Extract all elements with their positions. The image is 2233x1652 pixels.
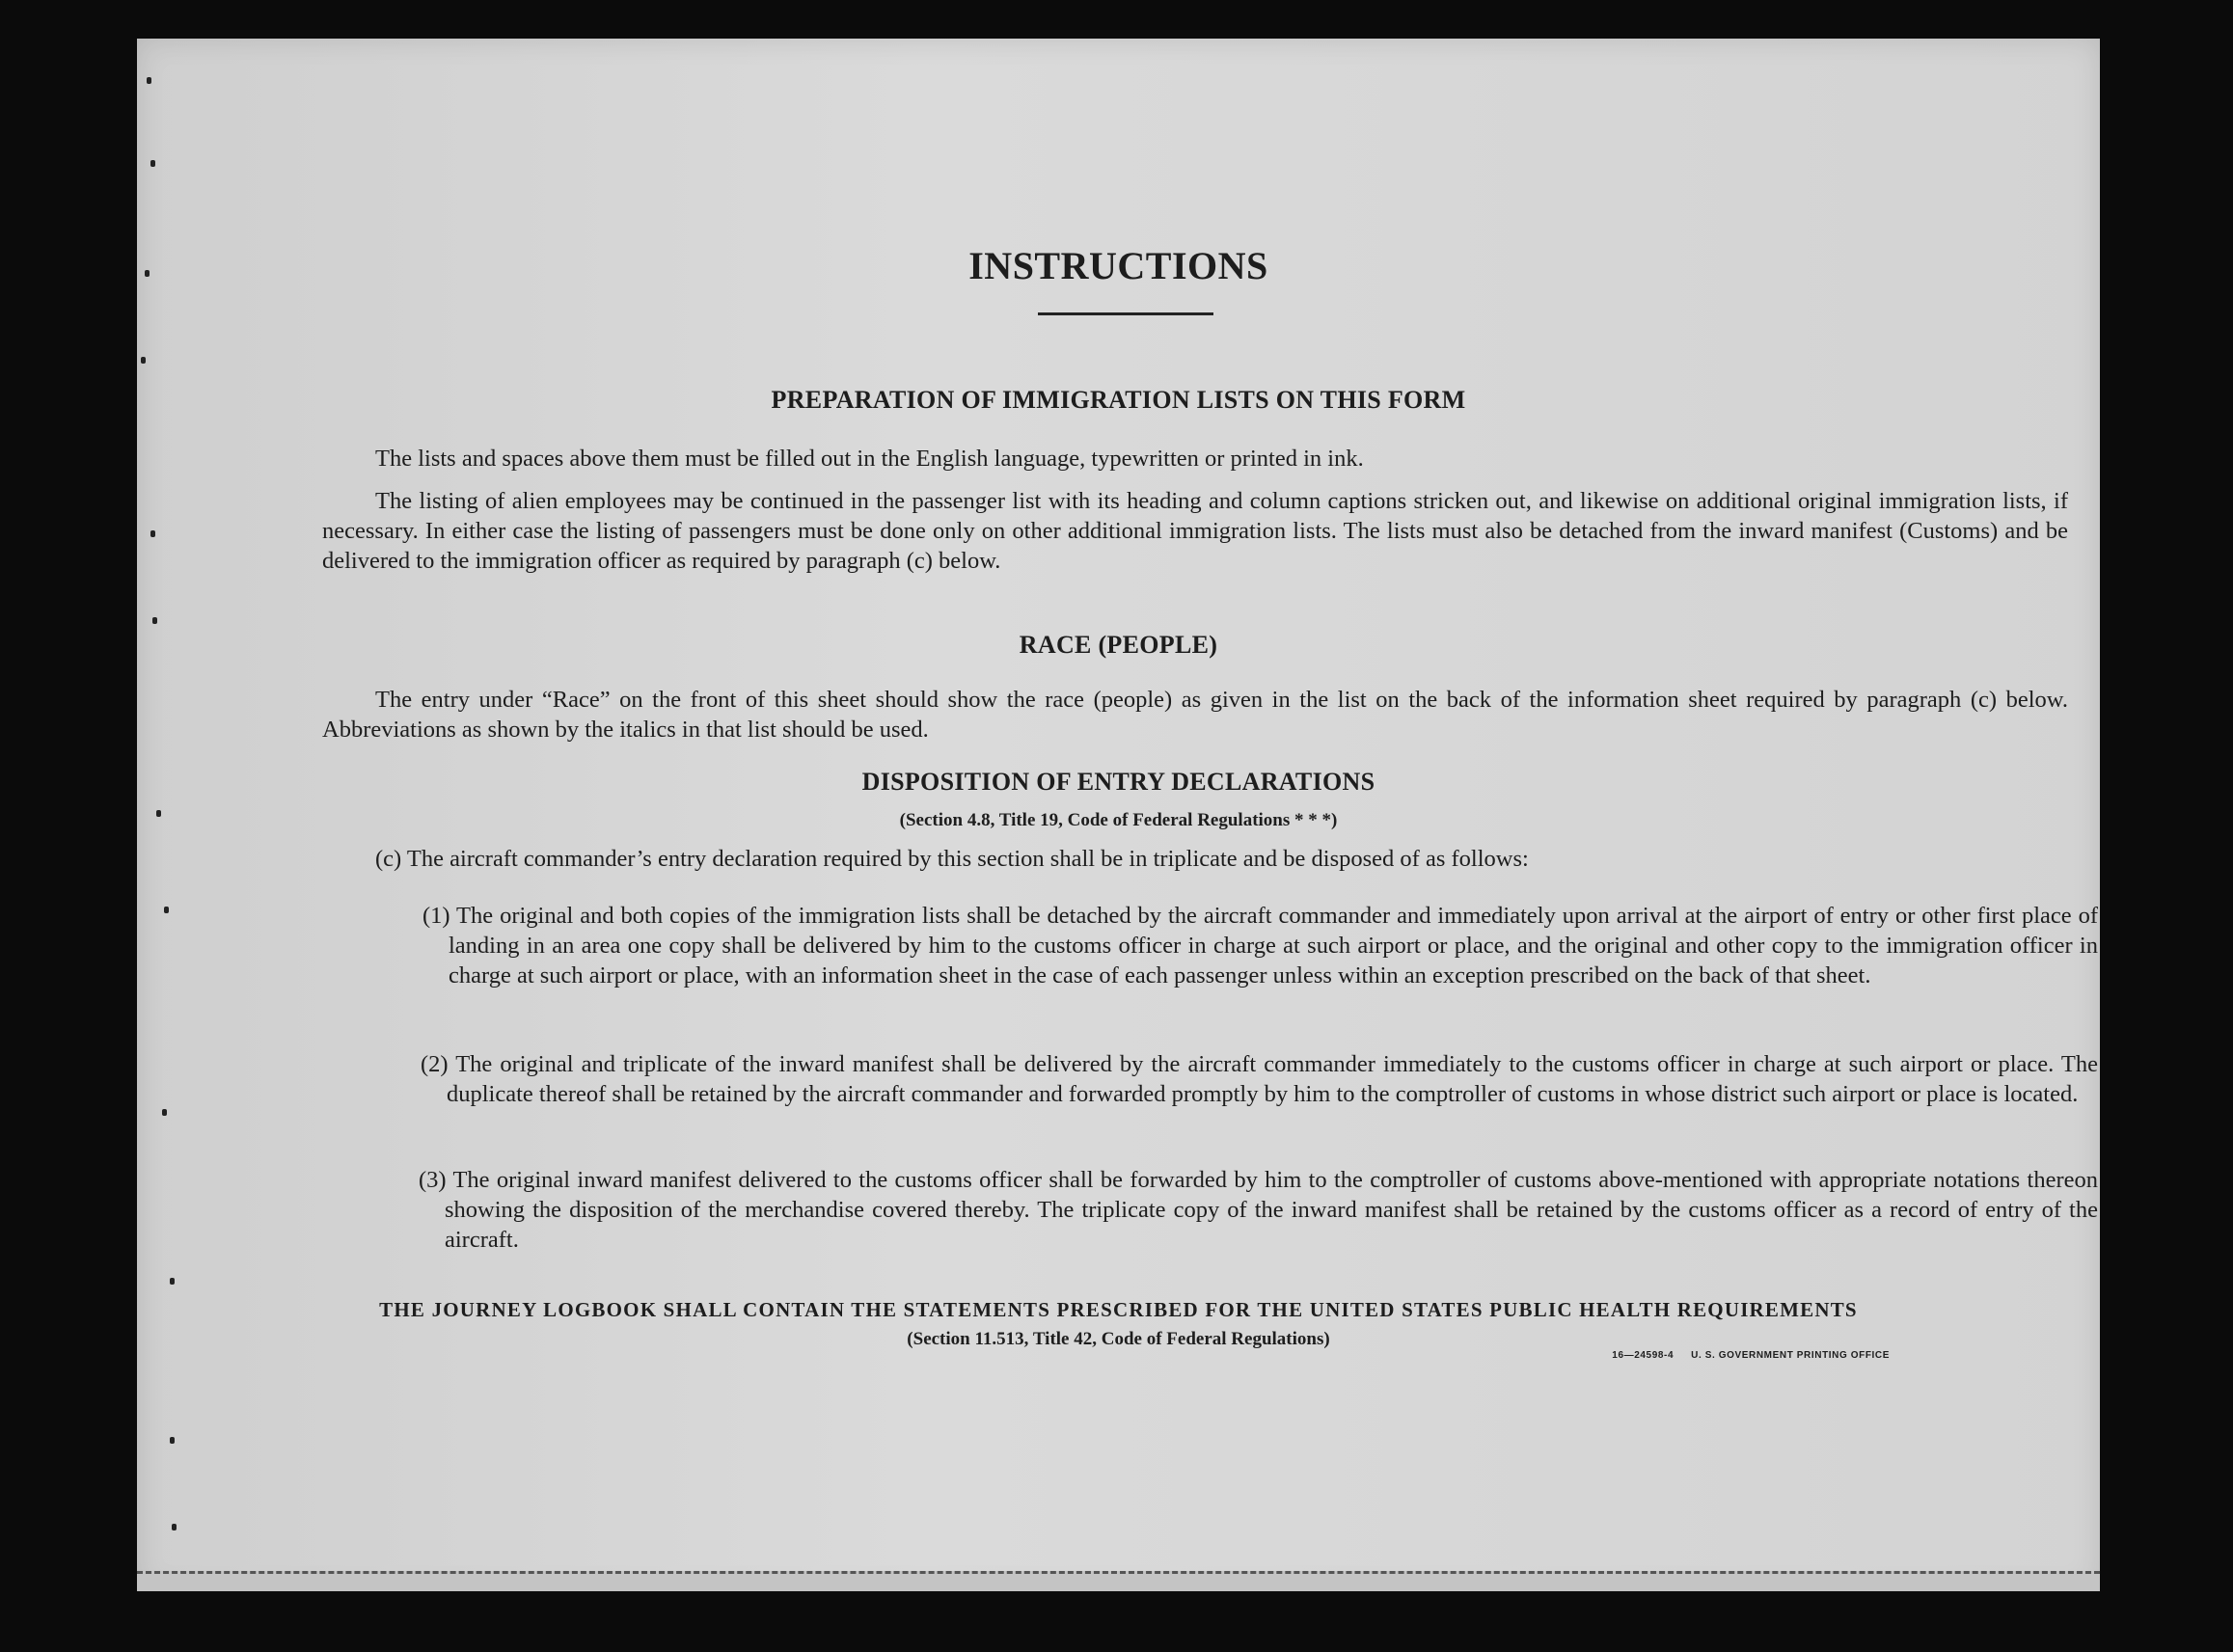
edge-mark (164, 907, 169, 913)
disposition-heading: DISPOSITION OF ENTRY DECLARATIONS (861, 768, 1375, 796)
torn-bottom-edge (137, 1571, 2100, 1591)
printer-name: U. S. GOVERNMENT PRINTING OFFICE (1691, 1350, 1890, 1361)
edge-mark (150, 160, 155, 167)
edge-mark (162, 1109, 167, 1116)
edge-mark (152, 617, 157, 624)
health-requirements-citation: (Section 11.513, Title 42, Code of Federal Regulations) (907, 1329, 1330, 1349)
edge-mark (141, 357, 146, 364)
preparation-paragraph-2: The listing of alien employees may be continued in the passenger list with its heading and column captions stricken out, and likewise on additional original immigration lists, if necessary. In either case the listing of passengers must be done only on other additional immigration lists. The lists must also be detached from the inward manifest (Customs) and be delivered to the immigration officer as required by paragraph (c) below. (322, 488, 2068, 574)
edge-mark (147, 77, 151, 84)
disposition-intro: (c) The aircraft commander’s entry declaration required by this section shall be in triplicate and be disposed of as follows: (375, 846, 1529, 872)
edge-mark (170, 1437, 175, 1444)
page-title: INSTRUCTIONS (968, 244, 1268, 287)
form-number: 16—24598-4 (1612, 1350, 1675, 1361)
edge-mark (170, 1278, 175, 1285)
edge-mark (172, 1524, 177, 1530)
document-page (137, 39, 2100, 1591)
preparation-paragraph-1: The lists and spaces above them must be filled out in the English language, typewritten or printed in ink. (375, 446, 1364, 472)
health-requirements-statement: THE JOURNEY LOGBOOK SHALL CONTAIN THE STATEMENTS PRESCRIBED FOR THE UNITED STATES PUBLIC HEALTH REQUIREMENTS (379, 1298, 1858, 1321)
title-divider (1038, 312, 1213, 315)
edge-mark (150, 530, 155, 537)
printer-imprint (1612, 1350, 1907, 1361)
preparation-heading: PREPARATION OF IMMIGRATION LISTS ON THIS FORM (771, 386, 1466, 414)
disposition-item-2: (2) The original and triplicate of the inward manifest shall be delivered by the aircraft commander immediately to the customs officer in charge at such airport or place. The duplicate thereof shall be retained by the aircraft commander and forwarded promptly by him to the comptroller of customs in whose district such airport or place is located. (421, 1051, 2098, 1107)
disposition-item-3: (3) The original inward manifest delivered to the customs officer shall be forwarded by him to the comptroller of customs above-mentioned with appropriate notations thereon showing the disposition of the merchandise covered thereby. The triplicate copy of the inward manifest shall be retained by the customs officer as a record of entry of the aircraft. (419, 1167, 2098, 1253)
disposition-item-1: (1) The original and both copies of the immigration lists shall be detached by the aircraft commander and immediately upon arrival at the airport of entry or other first place of landing in an area one copy shall be delivered by him to the customs officer in charge at such airport or place, and the original and other copy to the immigration officer in charge at such airport or place, with an information sheet in the case of each passenger unless within an exception prescribed on the back of that sheet. (422, 903, 2098, 988)
race-paragraph: The entry under “Race” on the front of this sheet should show the race (people) as given in the list on the back of the information sheet required by paragraph (c) below. Abbreviations as shown by the italics in that list should be used. (322, 687, 2068, 743)
disposition-citation: (Section 4.8, Title 19, Code of Federal Regulations * * *) (899, 810, 1338, 830)
race-heading: RACE (PEOPLE) (1019, 631, 1218, 659)
